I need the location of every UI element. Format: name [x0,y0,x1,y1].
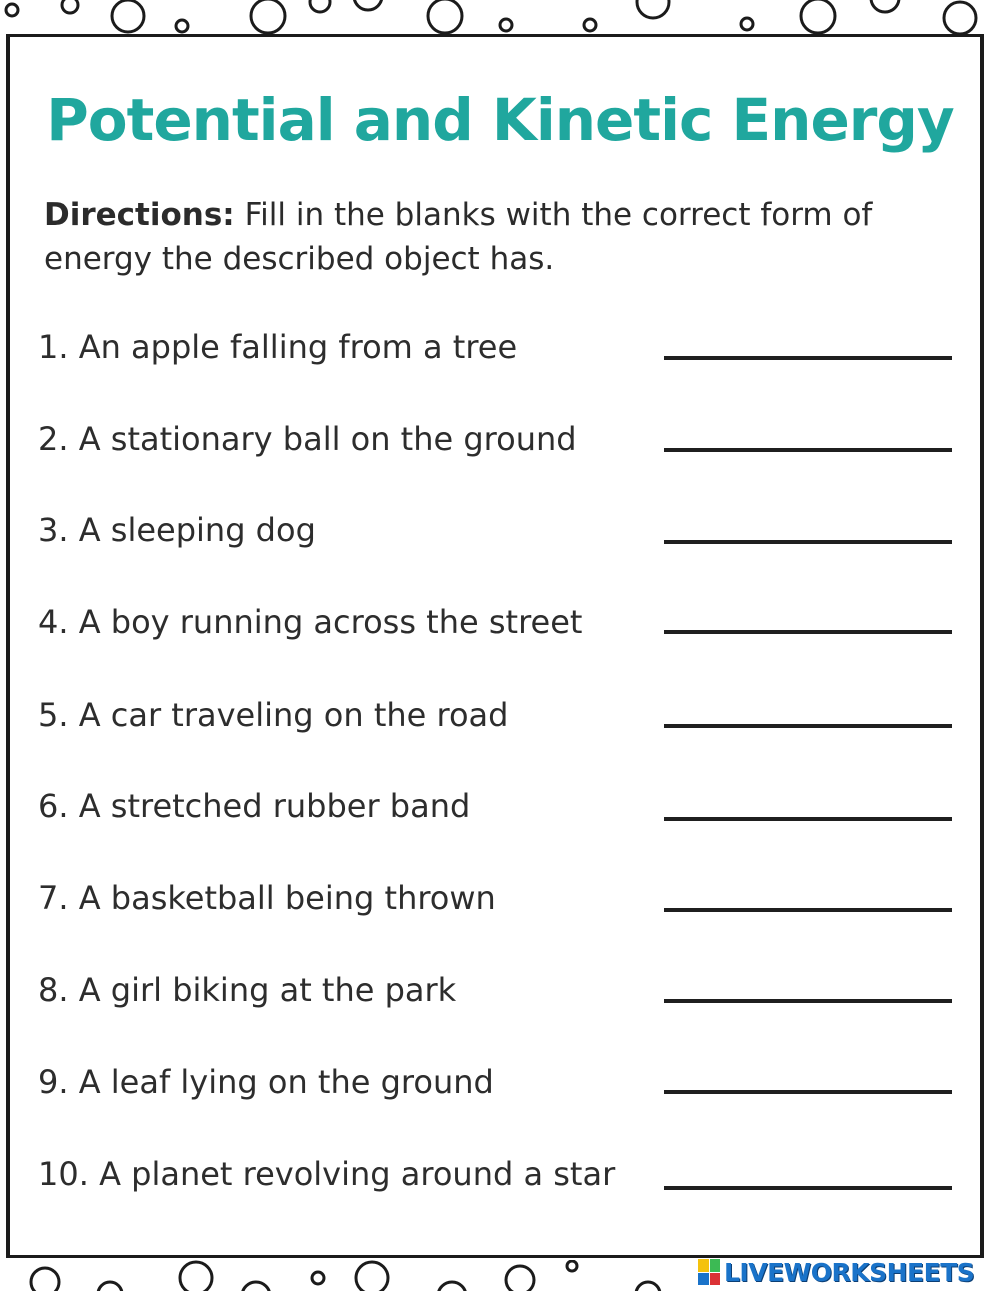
question-7: 7. A basketball being thrown [38,879,496,917]
bubble-circles-icon [0,0,1000,34]
answer-blank-6[interactable] [664,817,952,821]
directions-text: Fill in the blanks with the correct form of energy the described object has. [44,197,873,277]
question-10: 10. A planet revolving around a star [38,1155,616,1193]
answer-blank-7[interactable] [664,908,952,912]
question-6: 6. A stretched rubber band [38,787,471,825]
answer-blank-8[interactable] [664,999,952,1003]
answer-blank-2[interactable] [664,448,952,452]
question-1: 1. An apple falling from a tree [38,328,518,366]
question-9: 9. A leaf lying on the ground [38,1063,494,1101]
answer-blank-4[interactable] [664,630,952,634]
liveworksheets-logo-icon [698,1259,720,1285]
question-2: 2. A stationary ball on the ground [38,420,577,458]
question-5: 5. A car traveling on the road [38,696,509,734]
question-4: 4. A boy running across the street [38,603,583,641]
watermark-text: LIVEWORKSHEETS [724,1257,975,1287]
answer-blank-1[interactable] [664,356,952,360]
worksheet-title: Potential and Kinetic Energy [46,86,954,154]
directions-label: Directions: [44,197,235,233]
answer-blank-5[interactable] [664,724,952,728]
directions [44,193,944,281]
question-3: 3. A sleeping dog [38,511,316,549]
question-8: 8. A girl biking at the park [38,971,457,1009]
answer-blank-10[interactable] [664,1186,952,1190]
liveworksheets-watermark [698,1256,996,1288]
answer-blank-9[interactable] [664,1090,952,1094]
answer-blank-3[interactable] [664,540,952,544]
top-bubble-border [0,0,1000,34]
